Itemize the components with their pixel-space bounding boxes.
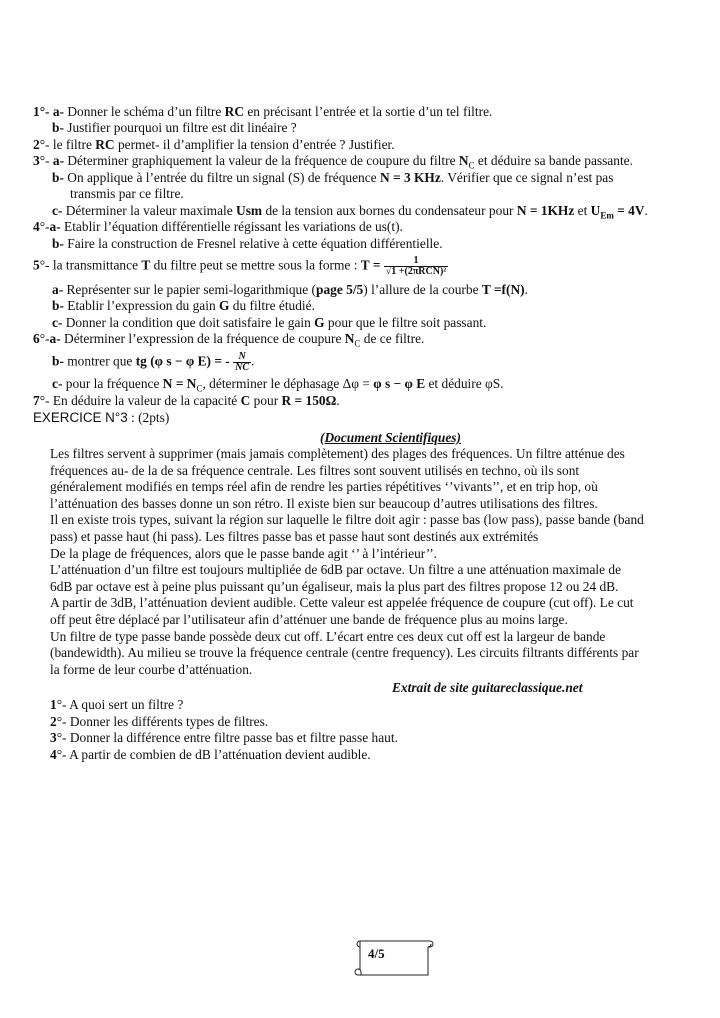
document-line: A partir de 3dB, l’atténuation devient audible. Cette valeur est appelée fréquence de coupure (cut off). Le cut	[50, 595, 634, 611]
document-title: (Document Scientifiques)	[320, 430, 461, 445]
document-line: off peut être déplacé par l’utilisateur afin d’atténuer une bande de fréquence plus au moins large.	[50, 612, 568, 627]
exercise-3-heading: EXERCICE N°3 : (2pts)	[33, 410, 170, 425]
document-line: Les filtres servent à supprimer (mais jamais complètement) des plages des fréquences. Un filtre atténue des	[50, 446, 625, 461]
question-number: 3	[50, 730, 57, 746]
question-3c: c- Déterminer la valeur maximale Usm de la tension aux bornes du condensateur pour N = 1KHz et $U_{Em} = 4V$.	[52, 203, 648, 221]
question-7: 7°- En déduire la valeur de la capacité C pour R = 150Ω.	[33, 393, 340, 408]
exercise-3-question	[50, 747, 371, 763]
question-5a: a- Représenter sur le papier semi-logarithmique (page 5/5) l’allure de la courbe T =f(N).	[52, 282, 528, 297]
document-line: l’atténuation des basses donne un son rétro. Il existe bien sur beaucoup d’autres utilisations des filtres.	[50, 495, 598, 511]
question-1b: b- Justifier pourquoi un filtre est dit linéaire ?	[52, 120, 297, 135]
question-3b: b- On applique à l’entrée du filtre un signal (S) de fréquence N = 3 KHz. Vérifier que ce signal n’est pas	[52, 170, 614, 185]
question-number: 4	[50, 746, 57, 762]
document-line: De la plage de fréquences, alors que le passe bande agit ‘’ à l’intérieur’’.	[50, 545, 438, 561]
document-line: généralement modifiés en temps réel afin de rendre les parties répétitives ‘’vivants’’, et en trip hop, où	[50, 479, 598, 495]
question-4b: b- Faire la construction de Fresnel relative à cette équation différentielle.	[52, 236, 443, 251]
document-line: pass) et passe haut (hi pass). Les filtres passe bas et passe haut sont destinés aux extrémités	[50, 529, 539, 544]
question-5: 5°- la transmittance T du filtre peut se mettre sous la forme : T = $\frac{1}{\text{√1 +(2πRCN)²}}$	[33, 255, 447, 277]
question-6a: 6°-a- Déterminer l’expression de la fréquence de coupure $N_C$ de ce filtre.	[33, 331, 425, 349]
question-text: °- Donner la différence entre filtre passe bas et filtre passe haut.	[56, 730, 398, 746]
page-number-scroll	[354, 938, 434, 978]
document-line: Un filtre de type passe bande possède deux cut off. L’écart entre ces deux cut off est la largeur de bande	[50, 628, 606, 644]
question-4a: 4°-a- Etablir l’équation différentielle régissant les variations de us(t).	[33, 219, 403, 234]
phase-fraction: $\frac{N}{NC}$	[235, 351, 250, 373]
question-6b: b- montrer que tg (φ s − φ E) = - $\frac{N}{NC}$ .	[52, 351, 255, 373]
question-text: °- A partir de combien de dB l’atténuation devient audible.	[56, 746, 371, 762]
document-line: L’atténuation d’un filtre est toujours multipliée de 6dB par octave. Un filtre a une atténuation maximale de	[50, 562, 622, 578]
question-3a: 3°- a- Déterminer graphiquement la valeur de la fréquence de coupure du filtre $N_C$ et déduire sa bande passante.	[33, 153, 633, 171]
question-5c: c- Donner la condition que doit satisfaire le gain G pour que le filtre soit passant.	[52, 315, 487, 330]
document-line: Il en existe trois types, suivant la région sur laquelle le filtre doit agir : passe bas (low pass), passe bande (band	[50, 512, 644, 528]
exercise-3-question	[50, 730, 398, 746]
document-source: Extrait de site guitareclassique.net	[392, 680, 583, 695]
exercise-3-question	[50, 697, 183, 713]
question-5b: b- Etablir l’expression du gain G du filtre étudié.	[52, 298, 315, 313]
exercise-3-question	[50, 714, 268, 730]
question-text: °- Donner les différents types de filtres.	[56, 713, 269, 729]
question-2: 2°- le filtre RC permet- il d’amplifier la tension d’entrée ? Justifier.	[33, 137, 395, 152]
question-text: °- A quoi sert un filtre ?	[56, 697, 184, 712]
question-6c: c- pour la fréquence $N = N_C$, déterminer le déphasage Δφ = φ s − φ E et déduire φS.	[52, 376, 504, 394]
question-number: 2	[50, 713, 57, 729]
page-number: 4/5	[368, 946, 385, 961]
transmittance-fraction: $\frac{1}{\text{√1 +(2πRCN)²}}$	[385, 255, 447, 277]
document-line: (bandewidth). Au milieu se trouve la fréquence centrale (centre frequency). Les circuits filtrants différents par	[50, 645, 639, 661]
document-line: fréquences au- de la de sa fréquence centrale. Les filtres sont souvent utilisés en techno, où ils sont	[50, 462, 580, 478]
scroll-frame-icon	[354, 938, 434, 978]
question-1a: 1°- a- Donner le schéma d’un filtre RC en précisant l’entrée et la sortie d’un tel filtre.	[33, 104, 493, 119]
question-3b-cont: transmis par ce filtre.	[70, 186, 184, 201]
document-line: 6dB par octave est à peine plus puissant qu’un égaliseur, mais la plus part des filtres propose 12 ou 24 dB.	[50, 578, 619, 594]
document-line: la forme de leur courbe d’atténuation.	[50, 661, 253, 677]
question-number: 1	[50, 697, 57, 712]
